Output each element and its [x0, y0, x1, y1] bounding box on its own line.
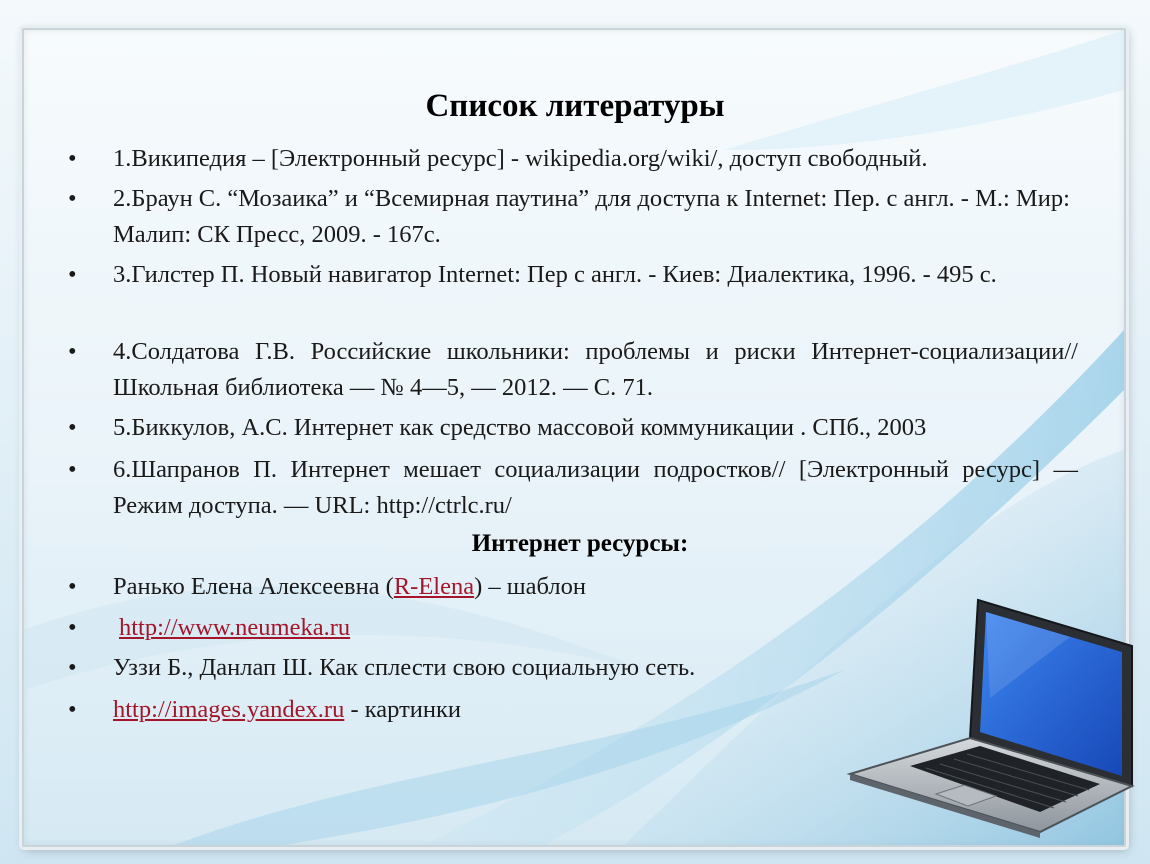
bullet: •: [68, 573, 77, 600]
bullet: •: [68, 614, 77, 641]
literature-text: 6.Шапранов П. Интернет мешает социализации подростков// [Электронный ресурс] — Режим доступа. — URL: http://ctrlc.ru/: [113, 456, 1078, 519]
literature-text: 5.Биккулов, А.С. Интернет как средство массовой коммуникации . СПб., 2003: [113, 414, 927, 441]
slide-title: Список литературы: [425, 88, 725, 124]
resource-suffix: - картинки: [344, 696, 462, 723]
literature-item: [68, 141, 1078, 177]
literature-text: 2.Браун С. “Мозаика” и “Всемирная паутина” для доступа к Internet: Пер. с англ. - М.: Мир: Малип: СК Пресс, 2009. - 167с.: [113, 185, 1070, 248]
bullet: •: [68, 185, 77, 212]
bullet: •: [68, 414, 77, 441]
bullet: •: [68, 145, 77, 172]
bullet: •: [68, 338, 77, 365]
bullet: •: [68, 696, 77, 723]
literature-text: 4.Солдатова Г.В. Российские школьники: проблемы и риски Интернет-социализации//Школьная библиотека — № 4—5, — 2012. — С. 71.: [113, 338, 1078, 401]
literature-text: 1.Википедия – [Электронный ресурс] - wikipedia.org/wiki/, доступ свободный.: [113, 145, 928, 172]
internet-resources-heading: Интернет ресурсы:: [471, 530, 689, 557]
r-elena-link[interactable]: R-Elena: [393, 573, 475, 600]
literature-item: [68, 181, 1078, 253]
resource-suffix: ) – шаблон: [474, 573, 586, 600]
literature-item: [68, 452, 1078, 524]
yandex-images-link[interactable]: http://images.yandex.ru: [113, 696, 345, 723]
bullet: •: [68, 456, 77, 483]
laptop-illustration: [840, 588, 1140, 838]
literature-item: [68, 410, 1078, 446]
resource-text: Уззи Б., Данлап Ш. Как сплести свою социальную сеть.: [113, 654, 696, 681]
resource-prefix: Ранько Елена Алексеевна (: [113, 573, 394, 600]
literature-text: 3.Гилстер П. Новый навигатор Internet: Пер с англ. - Киев: Диалектика, 1996. - 495 с.: [113, 261, 997, 288]
bullet: •: [68, 654, 77, 681]
bullet: •: [68, 261, 77, 288]
literature-item: [68, 257, 1078, 293]
literature-item: [68, 334, 1078, 406]
neumeka-link[interactable]: http://www.neumeka.ru: [119, 614, 351, 641]
